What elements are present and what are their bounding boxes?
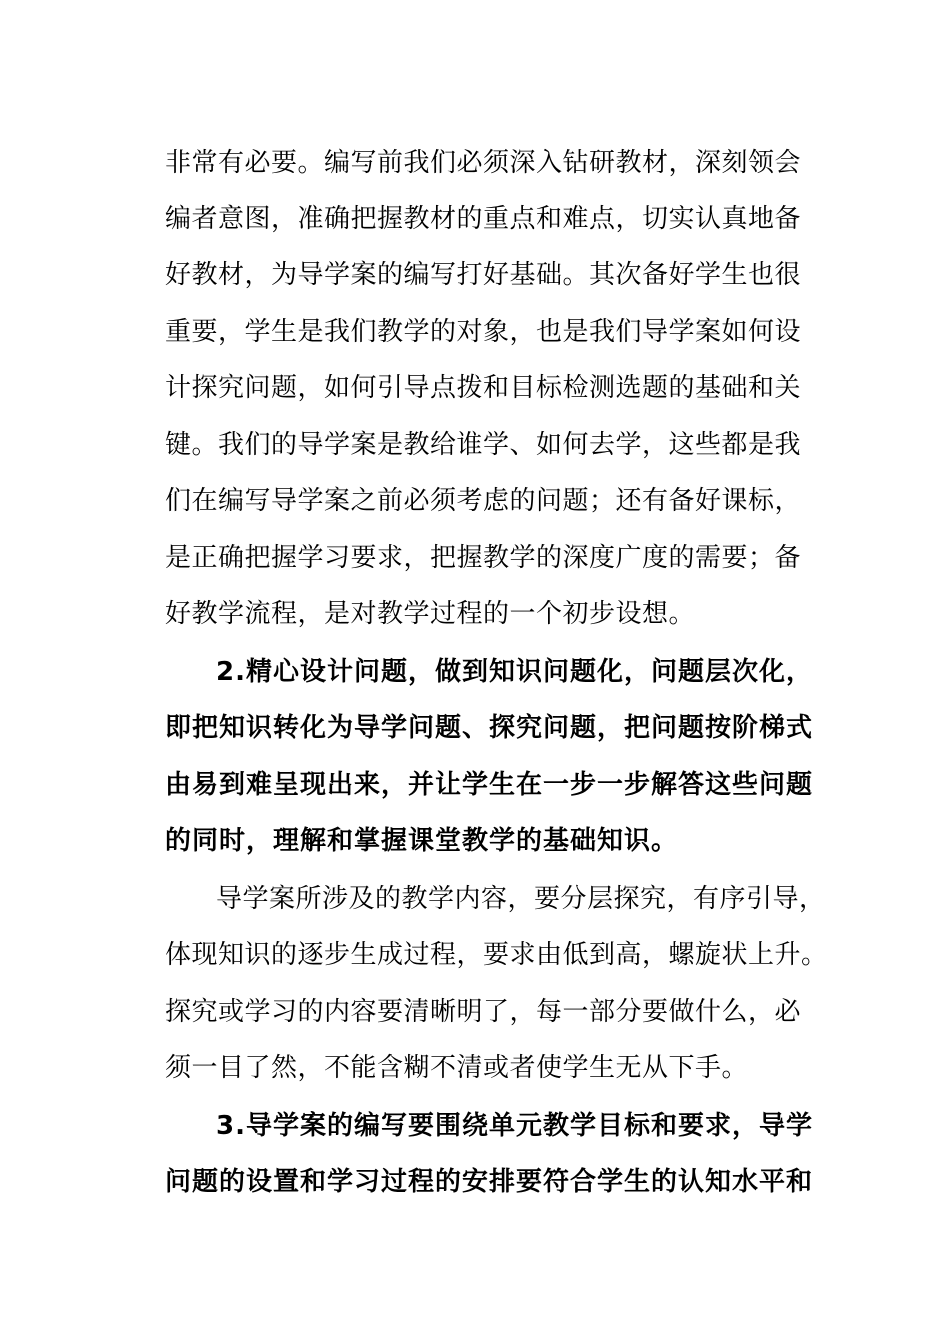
paragraph-line: 好教材，为导学案的编写打好基础。其次备好学生也很	[165, 260, 802, 290]
section-heading-line: 的同时，理解和掌握课堂教学的基础知识。	[165, 826, 679, 856]
paragraph-line: 探究或学习的内容要清晰明了，每一部分要做什么，必	[165, 997, 802, 1027]
paragraph-line: 好教学流程，是对教学过程的一个初步设想。	[165, 599, 696, 629]
paragraph-line: 非常有必要。编写前我们必须深入钻研教材，深刻领会	[165, 148, 802, 178]
paragraph-line: 重要，学生是我们教学的对象，也是我们导学案如何设	[165, 317, 802, 347]
paragraph-line: 计探究问题，如何引导点拨和目标检测选题的基础和关	[165, 373, 802, 403]
section-heading-line: 由易到难呈现出来，并让学生在一步一步解答这些问题	[165, 770, 814, 800]
section-heading-line: 3.导学案的编写要围绕单元教学目标和要求，导学	[216, 1111, 813, 1141]
paragraph-line: 导学案所涉及的教学内容，要分层探究，有序引导，	[216, 884, 826, 914]
section-heading-line: 问题的设置和学习过程的安排要符合学生的认知水平和	[165, 1167, 814, 1197]
paragraph-line: 是正确把握学习要求，把握教学的深度广度的需要；备	[165, 543, 802, 573]
section-heading-line: 即把知识转化为导学问题、探究问题，把问题按阶梯式	[165, 713, 814, 743]
paragraph-line: 编者意图，准确把握教材的重点和难点，切实认真地备	[165, 204, 802, 234]
paragraph-line: 键。我们的导学案是教给谁学、如何去学，这些都是我	[165, 430, 802, 460]
paragraph-line: 体现知识的逐步生成过程，要求由低到高，螺旋状上升。	[165, 940, 828, 970]
paragraph-line: 须一目了然，不能含糊不清或者使学生无从下手。	[165, 1053, 749, 1083]
section-heading-line: 2.精心设计问题，做到知识问题化，问题层次化，	[216, 657, 813, 687]
paragraph-line: 们在编写导学案之前必须考虑的问题；还有备好课标，	[165, 486, 802, 516]
